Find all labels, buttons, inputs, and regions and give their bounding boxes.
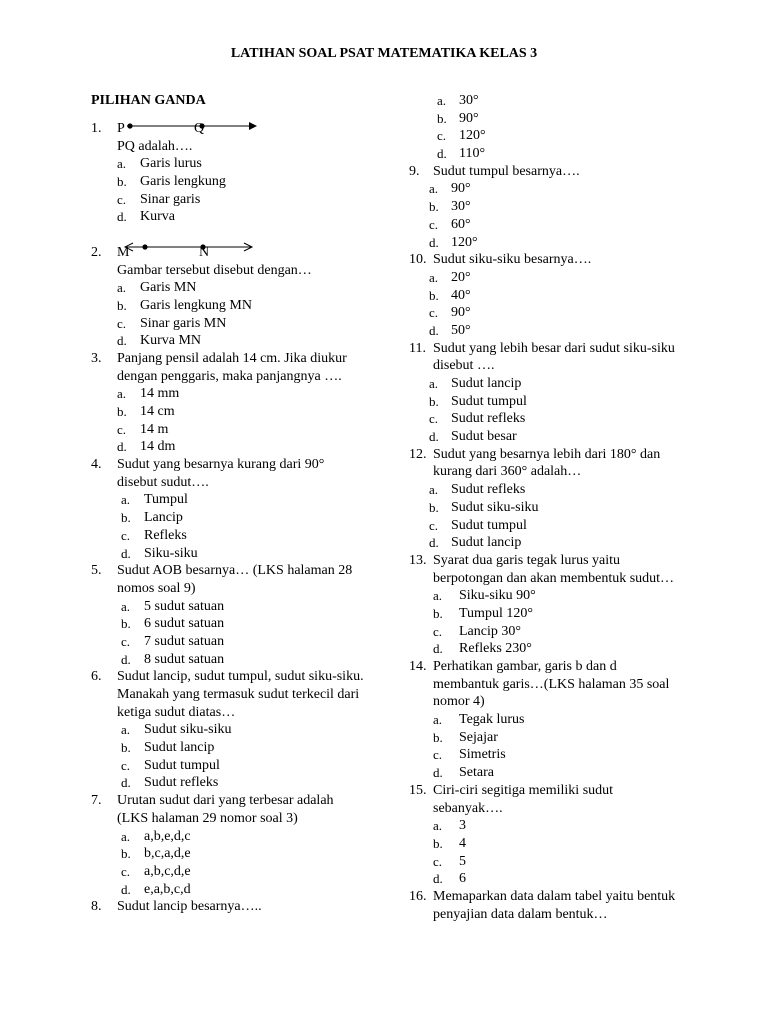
answer-option: [409, 817, 699, 835]
option-letter: b.: [429, 393, 439, 409]
question-line: [409, 658, 699, 676]
question-line: [409, 782, 699, 800]
option-letter: c.: [433, 853, 443, 869]
option-letter: a.: [117, 386, 127, 402]
answer-option: [409, 145, 699, 163]
question-text: Memaparkan data dalam tabel yaitu bentuk: [433, 888, 676, 904]
question-number: 2.: [91, 244, 102, 260]
page-title: LATIHAN SOAL PSAT MATEMATIKA KELAS 3: [230, 46, 538, 61]
question-text: PQ adalah….: [117, 138, 193, 154]
question-text: (LKS halaman 29 nomor soal 3): [117, 810, 298, 826]
answer-option: [91, 491, 381, 509]
option-text: 40°: [451, 287, 471, 303]
option-letter: d.: [117, 209, 127, 225]
option-letter: b.: [433, 605, 443, 621]
question-text: Sudut yang besarnya lebih dari 180° dan: [433, 446, 661, 462]
answer-option: [409, 870, 699, 888]
option-text: 14 m: [140, 421, 169, 437]
option-letter: d.: [433, 871, 443, 887]
option-letter: d.: [121, 881, 131, 897]
question-number-line: [91, 120, 381, 138]
option-letter: c.: [121, 757, 131, 773]
option-letter: c.: [429, 216, 439, 232]
option-text: a,b,c,d,e: [144, 863, 191, 879]
option-letter: d.: [429, 535, 439, 551]
answer-option: [91, 633, 381, 651]
question-line: [409, 340, 699, 358]
question-text: Perhatikan gambar, garis b dan d: [433, 659, 617, 674]
option-text: Lancip 30°: [459, 623, 521, 639]
option-letter: a.: [433, 712, 443, 728]
option-letter: b.: [437, 110, 447, 126]
option-text: 3: [459, 818, 466, 834]
answer-option: [409, 764, 699, 782]
point-label-left: P: [117, 121, 125, 136]
answer-option: [91, 173, 381, 191]
question-11: [409, 340, 699, 446]
question-7: [91, 792, 381, 898]
option-text: 5 sudut satuan: [144, 598, 225, 614]
answer-option: [409, 428, 699, 446]
option-letter: d.: [433, 765, 443, 781]
question-line: [91, 350, 381, 368]
question-number: 8.: [91, 899, 102, 915]
answer-option: [409, 287, 699, 305]
option-text: Sudut refleks: [451, 482, 526, 498]
answer-option: [91, 191, 381, 209]
answer-option: [409, 640, 699, 658]
question-number: 1.: [91, 121, 102, 136]
option-text: Tegak lurus: [459, 712, 525, 728]
question-text: disebut sudut….: [117, 474, 209, 490]
option-letter: a.: [429, 181, 439, 197]
option-letter: b.: [429, 499, 439, 515]
ray-drawing: [117, 120, 267, 138]
answer-option: [91, 757, 381, 775]
question-text: Syarat dua garis tegak lurus yaitu: [433, 552, 621, 568]
answer-option: [409, 269, 699, 287]
option-text: Setara: [459, 765, 494, 781]
option-letter: a.: [429, 482, 439, 498]
question-text: nomor 4): [433, 694, 485, 710]
option-text: 6: [459, 871, 466, 887]
answer-option: [91, 545, 381, 563]
question-number: 13.: [409, 552, 427, 568]
question-13: [409, 552, 699, 658]
option-text: 30°: [459, 93, 479, 108]
question-9: [409, 163, 699, 251]
point-label-right: Q: [194, 121, 205, 136]
option-letter: c.: [117, 315, 127, 331]
option-text: 8 sudut satuan: [144, 651, 225, 667]
answer-option: [91, 845, 381, 863]
answer-option: [409, 410, 699, 428]
point-p-dot: [127, 123, 132, 128]
option-text: Sudut lancip: [451, 535, 522, 551]
option-text: 90°: [451, 305, 471, 321]
option-letter: c.: [433, 747, 443, 763]
option-letter: c.: [117, 191, 127, 207]
question-text: penyajian data dalam bentuk…: [433, 906, 608, 922]
option-text: Sudut tumpul: [144, 757, 220, 773]
option-text: 6 sudut satuan: [144, 616, 225, 632]
question-1: [91, 120, 381, 226]
question-number: 12.: [409, 446, 427, 462]
option-text: 120°: [459, 128, 486, 144]
question-text: Sudut siku-siku besarnya….: [433, 252, 592, 268]
option-letter: c.: [429, 305, 439, 321]
option-letter: c.: [429, 411, 439, 427]
ray-pq-figure: [117, 120, 267, 138]
option-letter: b.: [117, 404, 127, 419]
point-label-right: N: [199, 244, 210, 260]
section-title: PILIHAN GANDA: [91, 93, 206, 108]
option-letter: c.: [121, 633, 131, 649]
question-text: Sudut lancip besarnya…..: [117, 899, 262, 915]
option-text: Refleks 230°: [459, 641, 532, 657]
option-text: Lancip: [144, 510, 183, 526]
option-text: 20°: [451, 269, 471, 285]
question-line: [91, 456, 381, 474]
option-text: Garis lengkung MN: [140, 297, 252, 313]
question-number: 10.: [409, 252, 427, 268]
answer-option: [91, 881, 381, 899]
question-text: disebut ….: [433, 358, 495, 374]
question-12: [409, 446, 699, 552]
option-text: Tumpul 120°: [459, 605, 533, 621]
answer-option: [409, 835, 699, 853]
answer-option: [409, 623, 699, 641]
option-text: Sudut tumpul: [451, 393, 527, 409]
option-letter: b.: [121, 740, 131, 756]
option-text: 30°: [451, 199, 471, 215]
question-number: 5.: [91, 563, 102, 579]
answer-option: [409, 534, 699, 552]
answer-option: [91, 739, 381, 757]
question-14: [409, 658, 699, 782]
answer-option: [409, 127, 699, 145]
line-drawing: [117, 244, 267, 262]
question-text: Urutan sudut dari yang terbesar adalah: [117, 793, 334, 809]
answer-option: [91, 651, 381, 669]
question-text: Ciri-ciri segitiga memiliki sudut: [433, 782, 614, 798]
option-letter: a.: [121, 492, 131, 508]
answer-option: [91, 721, 381, 739]
option-letter: a.: [429, 376, 439, 391]
option-letter: d.: [437, 146, 447, 162]
line-mn-figure: [117, 244, 267, 262]
answer-option: [91, 297, 381, 315]
option-letter: b.: [429, 199, 439, 215]
answer-option: [409, 587, 699, 605]
option-letter: b.: [117, 174, 127, 190]
option-letter: b.: [121, 846, 131, 862]
option-letter: a.: [433, 818, 443, 834]
option-text: 60°: [451, 216, 471, 232]
question-text: Gambar tersebut disebut dengan…: [117, 262, 312, 278]
question-text: sebanyak….: [433, 800, 503, 816]
answer-option: [409, 375, 699, 393]
answer-option: [91, 438, 381, 456]
option-letter: c.: [121, 527, 131, 543]
option-text: 14 dm: [140, 439, 176, 455]
question-number: 7.: [91, 793, 102, 809]
question-number: 3.: [91, 350, 102, 366]
right-column: [409, 92, 699, 923]
left-column: [91, 120, 381, 916]
option-letter: a.: [117, 156, 127, 172]
answer-option: [91, 385, 381, 403]
option-letter: a.: [121, 722, 131, 738]
option-letter: c.: [437, 128, 447, 144]
option-letter: a.: [121, 828, 131, 844]
option-letter: a.: [117, 280, 127, 296]
answer-option: [91, 598, 381, 616]
option-letter: a.: [429, 269, 439, 285]
option-letter: c.: [117, 421, 127, 437]
answer-option: [91, 403, 381, 421]
question-number: 6.: [91, 669, 102, 685]
option-text: Sudut refleks: [451, 411, 526, 427]
question-number: 14.: [409, 659, 427, 674]
option-letter: d.: [121, 651, 131, 667]
question-text: Manakah yang termasuk sudut terkecil dari: [117, 687, 360, 702]
question-3: [91, 350, 381, 456]
answer-option: [409, 322, 699, 340]
question-text: Sudut yang besarnya kurang dari 90°: [117, 457, 325, 473]
answer-option: [91, 863, 381, 881]
question-number: 15.: [409, 782, 427, 798]
answer-option: [91, 155, 381, 173]
answer-option: [91, 421, 381, 439]
option-text: 90°: [459, 110, 479, 126]
question-5: [91, 562, 381, 668]
option-letter: d.: [429, 322, 439, 338]
option-text: 120°: [451, 234, 478, 250]
point-m-dot: [142, 244, 147, 249]
answer-option: [91, 509, 381, 527]
option-text: Sudut lancip: [144, 740, 215, 756]
answer-option: [409, 393, 699, 411]
point-label-left: M: [117, 244, 130, 260]
question-text: membantuk garis…(LKS halaman 35 soal: [433, 676, 670, 692]
question-text: dengan penggaris, maka panjangnya ….: [117, 368, 342, 384]
question-4: [91, 456, 381, 562]
question-number: 16.: [409, 888, 427, 904]
answer-option: [409, 481, 699, 499]
answer-option: [409, 605, 699, 623]
question-number: 11.: [409, 340, 426, 356]
option-text: Siku-siku 90°: [459, 588, 536, 604]
answer-option: [409, 110, 699, 128]
option-letter: a.: [121, 598, 131, 614]
option-text: 5: [459, 853, 466, 869]
question-line: [91, 898, 381, 916]
option-text: 110°: [459, 146, 486, 162]
option-letter: b.: [433, 729, 443, 745]
option-text: Sinar garis MN: [140, 315, 227, 331]
option-letter: d.: [121, 545, 131, 561]
question-number: 9.: [409, 163, 420, 179]
answer-option: [409, 234, 699, 252]
answer-option: [91, 527, 381, 545]
question-line: [409, 446, 699, 464]
question-text: Sudut yang lebih besar dari sudut siku-siku: [433, 340, 675, 356]
option-letter: a.: [437, 93, 447, 108]
option-text: Sudut tumpul: [451, 517, 527, 533]
option-text: 14 mm: [140, 386, 180, 402]
option-letter: b.: [117, 297, 127, 313]
option-letter: b.: [429, 287, 439, 303]
answer-option: [409, 304, 699, 322]
answer-option: [409, 92, 699, 110]
answer-option: [409, 711, 699, 729]
option-letter: d.: [429, 429, 439, 445]
option-text: Refleks: [144, 527, 187, 543]
option-text: Tumpul: [144, 492, 188, 508]
question-text: Sudut tumpul besarnya….: [433, 163, 580, 179]
answer-option: [409, 216, 699, 234]
option-text: Simetris: [459, 747, 506, 763]
option-letter: d.: [121, 775, 131, 791]
answer-option: [91, 828, 381, 846]
arrowhead-icon: [249, 122, 257, 130]
answer-option: [91, 615, 381, 633]
question-line: [409, 163, 699, 181]
option-letter: d.: [429, 234, 439, 250]
question-line: [91, 792, 381, 810]
option-letter: b.: [121, 510, 131, 526]
answer-option: [409, 198, 699, 216]
option-letter: d.: [117, 333, 127, 349]
option-text: Siku-siku: [144, 545, 198, 561]
option-text: Sudut refleks: [144, 775, 219, 791]
question-line: [409, 552, 699, 570]
option-letter: c.: [429, 517, 439, 533]
question-text: kurang dari 360° adalah…: [433, 464, 582, 480]
option-text: e,a,b,c,d: [144, 881, 191, 897]
option-text: a,b,e,d,c: [144, 828, 191, 844]
option-letter: a.: [433, 588, 443, 604]
answer-option: [91, 208, 381, 226]
option-letter: b.: [121, 616, 131, 632]
option-letter: c.: [121, 863, 131, 879]
question-2: [91, 244, 381, 350]
spacer: [91, 226, 381, 244]
answer-option: [91, 332, 381, 350]
question-16: [409, 888, 699, 923]
option-text: Garis lengkung: [140, 174, 226, 190]
question-line: [409, 888, 699, 906]
option-text: Sudut lancip: [451, 376, 522, 391]
question-8-options: [409, 92, 699, 163]
option-text: 14 cm: [140, 404, 175, 419]
option-text: Kurva: [140, 209, 175, 225]
answer-option: [409, 180, 699, 198]
answer-option: [409, 853, 699, 871]
option-text: Kurva MN: [140, 333, 202, 349]
option-text: Sinar garis: [140, 191, 201, 207]
question-line: [91, 668, 381, 686]
option-text: 4: [459, 835, 466, 851]
question-number: 4.: [91, 457, 102, 473]
answer-option: [91, 315, 381, 333]
option-letter: d.: [117, 439, 127, 455]
answer-option: [409, 499, 699, 517]
question-text: Sudut AOB besarnya… (LKS halaman 28: [117, 563, 353, 579]
option-letter: d.: [433, 641, 443, 657]
option-text: Sudut besar: [451, 429, 517, 445]
question-10: [409, 251, 699, 339]
option-text: 7 sudut satuan: [144, 633, 225, 649]
answer-option: [409, 729, 699, 747]
question-line: [409, 251, 699, 269]
option-text: Garis MN: [140, 280, 197, 296]
answer-option: [91, 774, 381, 792]
question-number-line: [91, 244, 381, 262]
answer-option: [91, 279, 381, 297]
answer-option: [409, 517, 699, 535]
option-text: 90°: [451, 181, 471, 197]
question-text: ketiga sudut diatas…: [117, 704, 236, 720]
option-text: Sudut siku-siku: [144, 722, 232, 738]
question-text: Panjang pensil adalah 14 cm. Jika diukur: [117, 350, 347, 366]
option-text: 50°: [451, 322, 471, 338]
question-line: [91, 562, 381, 580]
question-text: nomos soal 9): [117, 580, 196, 596]
option-text: Sejajar: [459, 729, 498, 745]
question-6: [91, 668, 381, 792]
answer-option: [409, 746, 699, 764]
question-15: [409, 782, 699, 888]
option-letter: b.: [433, 835, 443, 851]
option-text: b,c,a,d,e: [144, 846, 191, 862]
option-letter: c.: [433, 623, 443, 639]
option-text: Sudut siku-siku: [451, 499, 539, 515]
option-text: Garis lurus: [140, 156, 202, 172]
question-text: Sudut lancip, sudut tumpul, sudut siku-siku.: [117, 669, 364, 685]
question-text: berpotongan dan akan membentuk sudut…: [433, 570, 675, 586]
